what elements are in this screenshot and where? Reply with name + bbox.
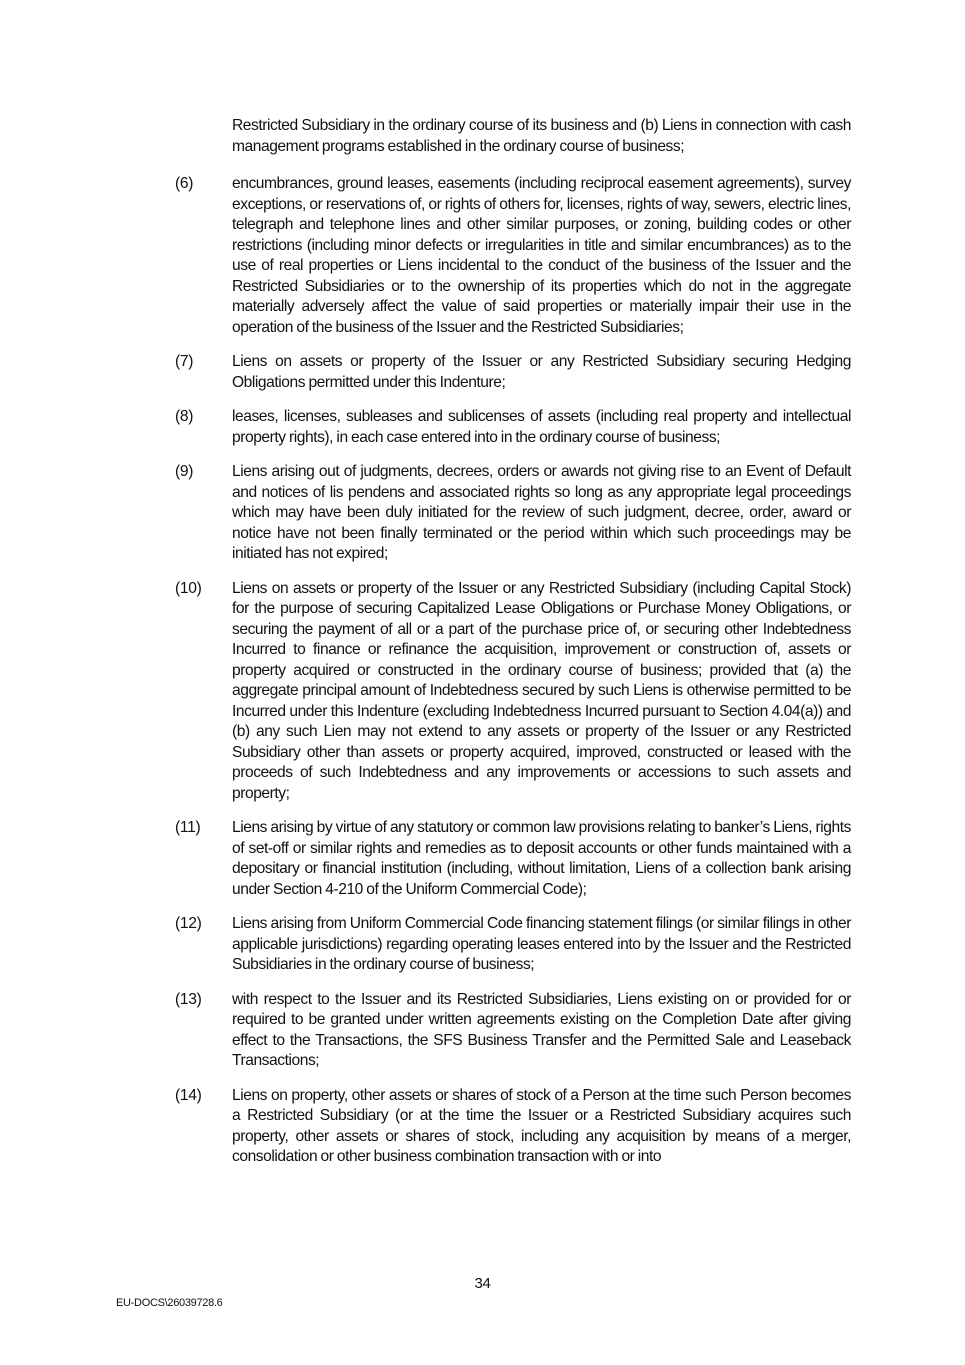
item-text: Liens on property, other assets or shares of stock of a Person at the time such Person becomes a Restricted Subsidiary (or at the time the Issuer or a Restricted Subsidiary acquires such property, other assets or shares of stock, including any acquisition by means of a merger, consolidation or other business combination transaction with or into xyxy=(232,1086,851,1165)
item-text: Liens arising out of judgments, decrees, orders or awards not giving rise to an Event of Default and notices of lis pendens and associated rights so long as any appropriate legal proceedings which may have been duly initiated for the review of such judgment, decree, order, award or notice have not been finally terminated or the period within which such proceedings may be initiated has not expired; xyxy=(232,463,851,562)
list-item-9 xyxy=(175,462,851,565)
item-number: (9) xyxy=(175,463,194,480)
item-number: (10) xyxy=(175,579,202,597)
item-text: encumbrances, ground leases, easements (including reciprocal easement agreements), survey exceptions, or reservations of, or rights of others for, licenses, rights of way, sewers, electric lines, telegraph and telephone lines and other similar purposes, or zoning, building codes or other restrictions (including minor defects or irregularities in title and similar encumbrances) as to the use of real properties or Liens incidental to the conduct of the business of the Issuer and the Restricted Subsidiaries or to the ownership of its properties which do not in the aggregate materially adversely affect the value of said properties or materially impair their use in the operation of the business of the Issuer and the Restricted Subsidiaries; xyxy=(232,175,851,336)
item-number: (7) xyxy=(175,353,194,370)
item-text: with respect to the Issuer and its Restricted Subsidiaries, Liens existing on or provided for or required to be granted under written agreements existing on the Completion Date after giving effect to the Transactions, the SFS Business Transfer and the Permitted Sale and Leaseback Transactions; xyxy=(232,990,851,1069)
page-number: 34 xyxy=(474,1275,491,1292)
continuation-paragraph: Restricted Subsidiary in the ordinary course of its business and (b) Liens in connection with cash management programs established in the ordinary course of business; xyxy=(232,117,851,155)
item-text: Liens arising by virtue of any statutory or common law provisions relating to banker’s Liens, rights of set-off or similar rights and remedies as to deposit accounts or other funds maintained with a depositary or financial institution (including, without limitation, Liens of a collection bank arising under Section 4-210 of the Uniform Commercial Code); xyxy=(232,819,851,898)
list-item-11 xyxy=(175,818,851,900)
list-item-12 xyxy=(175,914,851,976)
item-text: Liens on assets or property of the Issuer or any Restricted Subsidiary (including Capital Stock) for the purpose of securing Capitalized Lease Obligations or Purchase Money Obligations, or securing the payment of all or a part of the purchase price of, or securing other Indebtedness Incurred to finance or refinance the acquisition, improvement or construction of, assets or property acquired or constructed in the ordinary course of business; provided that (a) the aggregate principal amount of Indebtedness secured by such Liens is otherwise permitted to be Incurred under this Indenture (excluding Indebtedness Incurred pursuant to Section 4.04(a)) and (b) any such Lien may not extend to any assets or property of the Issuer or any Restricted Subsidiary other than assets or property acquired, improved, constructed or leased with the proceeds of such Indebtedness and any improvements or accessions to such assets and property; xyxy=(232,579,851,802)
list-item-8 xyxy=(175,407,851,448)
list-item-14 xyxy=(175,1086,851,1168)
document-reference: EU-DOCS\26039728.6 xyxy=(116,1297,223,1309)
item-number: (13) xyxy=(175,990,202,1008)
list-item-7 xyxy=(175,352,851,393)
item-text: leases, licenses, subleases and sublicenses of assets (including real property and intellectual property rights), in each case entered into in the ordinary course of business; xyxy=(232,408,851,446)
list-item-13 xyxy=(175,990,851,1072)
list-item-6 xyxy=(175,174,851,338)
item-text: Liens arising from Uniform Commercial Code financing statement filings (or similar filings in other applicable jurisdictions) regarding operating leases entered into by the Issuer and the Restricted Subsidiaries in the ordinary course of business; xyxy=(232,915,851,973)
item-number: (8) xyxy=(175,408,194,425)
item-number: (6) xyxy=(175,175,194,192)
list-item-10 xyxy=(175,579,851,805)
item-number: (14) xyxy=(175,1086,202,1104)
item-number: (12) xyxy=(175,915,202,932)
item-number: (11) xyxy=(175,819,201,836)
item-text: Liens on assets or property of the Issuer or any Restricted Subsidiary securing Hedging Obligations permitted under this Indenture; xyxy=(232,353,851,391)
document-body xyxy=(175,116,851,1182)
